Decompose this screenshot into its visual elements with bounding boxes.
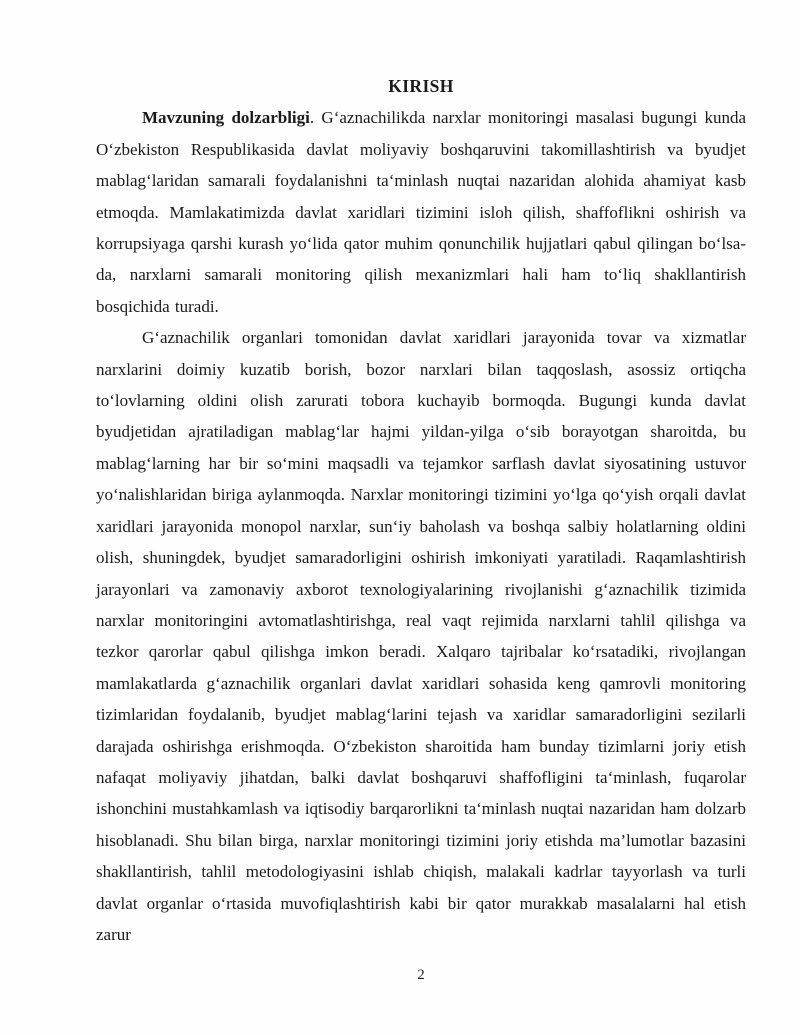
paragraph [96,102,746,322]
paragraph-text: G‘aznachilik organlari tomonidan davlat xaridlari jarayonida tovar va xizmatlar narxlarini doimiy kuzatib borish, bozor narxlari bilan taqqoslash, asossiz ortiqcha to‘lovlarning oldini olish zarurati tobora kuchayib bormoqda. Bugungi kunda davlat byudjetidan ajratiladigan mablag‘lar hajmi yildan-yilga o‘sib borayotgan sharoitda, bu mablag‘larning har bir so‘mini maqsadli va tejamkor sarflash davlat siyosatining ustuvor yo‘nalishlaridan biriga aylanmoqda. Narxlar monitoringi tizimini yo‘lga qo‘yish orqali davlat xaridlari jarayonida monopol narxlar, sun‘iy baholash va boshqa salbiy holatlarning oldini olish, shuningdek, byudjet samaradorligini oshirish imkoniyati yaratiladi. Raqamlashtirish jarayonlari va zamonaviy axborot texnologiyalarining rivojlanishi g‘aznachilik tizimida narxlar monitoringini avtomatlashtirishga, real vaqt rejimida narxlarni tahlil qilishga va tezkor qarorlar qabul qilishga imkon beradi. Xalqaro tajribalar ko‘rsatadiki, rivojlangan mamlakatlarda g‘aznachilik organlari davlat xaridlari sohasida keng qamrovli monitoring tizimlaridan foydalanib, byudjet mablag‘larini tejash va xaridlar samaradorligini sezilarli darajada oshirishga erishmoqda. O‘zbekiston sharoitida ham bunday tizimlarni joriy etish nafaqat moliyaviy jihatdan, balki davlat boshqaruvi shaffofligini ta‘minlash, fuqarolar ishonchini mustahkamlash va iqtisodiy barqarorlikni ta‘minlash nuqtai nazaridan ham dolzarb hisoblanadi. Shu bilan birga, narxlar monitoringi tizimini joriy etishda ma’lumotlar bazasini shakllantirish, tahlil metodologiyasini ishlab chiqish, malakali kadrlar tayyorlash va turli davlat organlar o‘rtasida muvofiqlashtirish kabi bir qator murakkab masalalarni hal etish zarur [96,328,746,944]
page-number: 2 [417,967,425,983]
page-title: KIRISH [388,76,454,96]
paragraph-text: . G‘aznachilikda narxlar monitoringi masalasi bugungi kunda O‘zbekiston Respublikasida davlat moliyaviy boshqaruvini takomillashtirish va byudjet mablag‘laridan samarali foydalanishni ta‘minlash nuqtai nazaridan alohida ahamiyat kasb etmoqda. Mamlakatimizda davlat xaridlari tizimini isloh qilish, shaffoflikni oshirish va korrupsiyaga qarshi kurash yo‘lida qator muhim qonunchilik hujjatlari qabul qilingan bo‘lsa-da, narxlarni samarali monitoring qilish mexanizmlari hali ham to‘liq shakllantirish bosqichida turadi. [96,108,746,316]
paragraph-bold-lead: Mavzuning dolzarbligi [142,108,310,128]
paragraph [96,322,746,950]
